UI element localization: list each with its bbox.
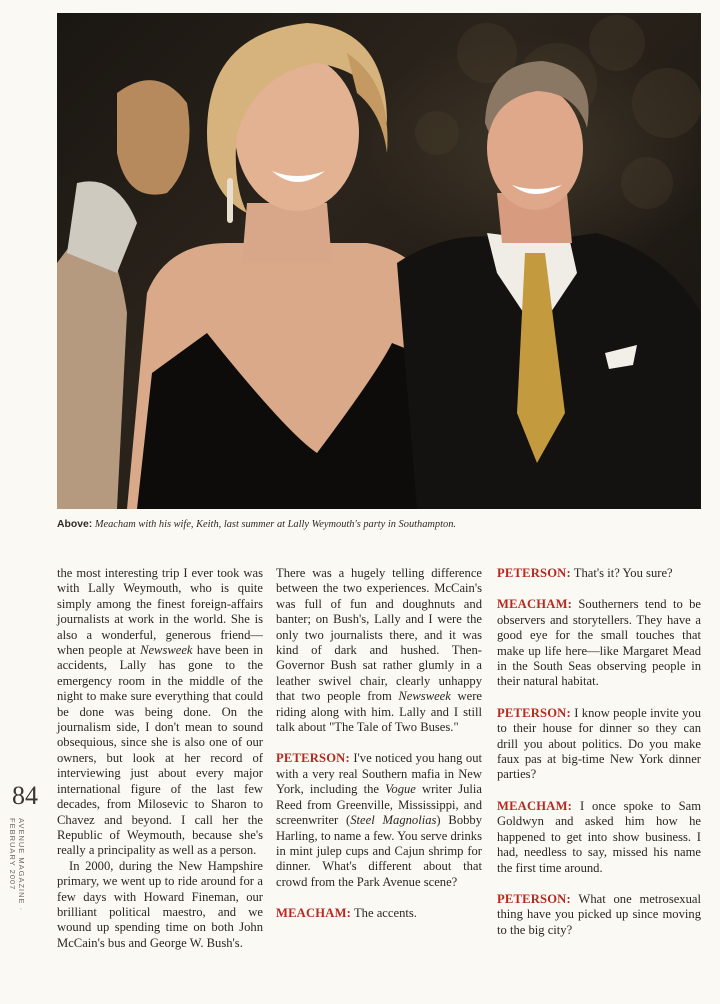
text-run: That's it? You sure?: [570, 566, 673, 580]
answer: [497, 597, 701, 689]
text-run: I've noticed you hang out with a very real Southern mafia in New York, including the: [276, 751, 482, 797]
question: [497, 706, 701, 783]
paragraph: [276, 566, 482, 735]
text-run: Southerners tend to be observers and storytellers. They have a good eye for the small touches that make up life here—like Margaret Mead in the South Seas observing people in their natural habitat.: [497, 597, 701, 689]
text-run: I once spoke to Sam Goldwyn and asked him how he happened to get into show business. I had, needless to say, missed his name the first time around.: [497, 798, 701, 875]
paragraph: In 2000, during the New Hampshire primary, we went up to ride around for a few days with Howard Fineman, our brilliant political maestro, and we wound up spending time on both John McCain's bus and George W. Bush's.: [57, 858, 263, 950]
question: [497, 892, 701, 938]
text-run: ) Bobby Harling, to name a few. You serve drinks in mint julep cups and Cajun shrimp for dinner. What's different about that crowd from the Park Avenue scene?: [276, 813, 483, 889]
publication-name: Newsweek: [140, 643, 193, 658]
speaker-label: MEACHAM:: [497, 597, 573, 612]
speaker-label: PETERSON:: [276, 751, 350, 766]
photo-caption: [57, 518, 701, 531]
publication-name: Vogue: [385, 782, 416, 797]
caption-lead: Above:: [57, 519, 93, 530]
feature-photo: [57, 13, 701, 509]
speaker-label: PETERSON:: [497, 566, 571, 580]
speaker-label: MEACHAM:: [497, 798, 573, 813]
running-footer: AVENUE MAGAZINE · FEBRUARY 2007: [8, 818, 26, 912]
photo-illustration: [57, 13, 701, 509]
page-number: 84: [12, 781, 38, 810]
answer: [276, 906, 482, 921]
publication-name: Newsweek: [398, 689, 451, 704]
text-run: The accents.: [351, 906, 417, 921]
question: [276, 751, 482, 890]
paragraph: [57, 566, 263, 859]
text-run: writer Julia Reed from Greenville, Mississippi, and screenwriter (: [276, 782, 482, 828]
answer: [497, 799, 701, 876]
text-run: were riding along with him. Lally and I still talk about "The Tale of Two Buses.": [276, 689, 482, 735]
text-run: have been in accidents, Lally has gone to the emergency room in the middle of the night to make sure everything that could be done was being done. On the journalism side, I don't mean to sound obsequious, since she is also one of our owners, but look at her record of interviewing just about every major international figure of the last few decades, from Milosevic to Sharon to Chavez and beyond. I call her the Republic of Weymouth, because she's really a principality as well as a person.: [57, 643, 263, 858]
question: [497, 566, 701, 581]
film-title: Steel Magnolias: [350, 813, 437, 828]
text-run: I know people invite you to their house for dinner so they can drill you about politics. Do you make faux pas at big-time New York dinner parties?: [497, 705, 701, 782]
text-run: the most interesting trip I ever took was with Lally Weymouth, who is quite simply among the finest foreign-affairs journalists at work in the world. She is also a wonderful, generous friend—when people at: [57, 566, 263, 658]
speaker-label: MEACHAM:: [276, 906, 352, 921]
article-column-2: [276, 566, 482, 938]
text-run: What one metrosexual thing have you picked up since moving to the big city?: [497, 891, 701, 937]
article-column-3: [497, 566, 701, 954]
article-column-1: [57, 566, 263, 951]
speaker-label: PETERSON:: [497, 891, 571, 906]
caption-text: Meacham with his wife, Keith, last summer at Lally Weymouth's party in Southampton.: [94, 519, 456, 530]
text-run: There was a hugely telling difference between the two experiences. McCain's was full of fun and doughnuts and banter; on Bush's, Lally and I were the only two journalists there, and it was kind of dark and hushed. Then-Governor Bush sat rather glumly in a leather swivel chair, clearly unhappy that two people from: [276, 566, 482, 704]
speaker-label: PETERSON:: [497, 705, 571, 720]
